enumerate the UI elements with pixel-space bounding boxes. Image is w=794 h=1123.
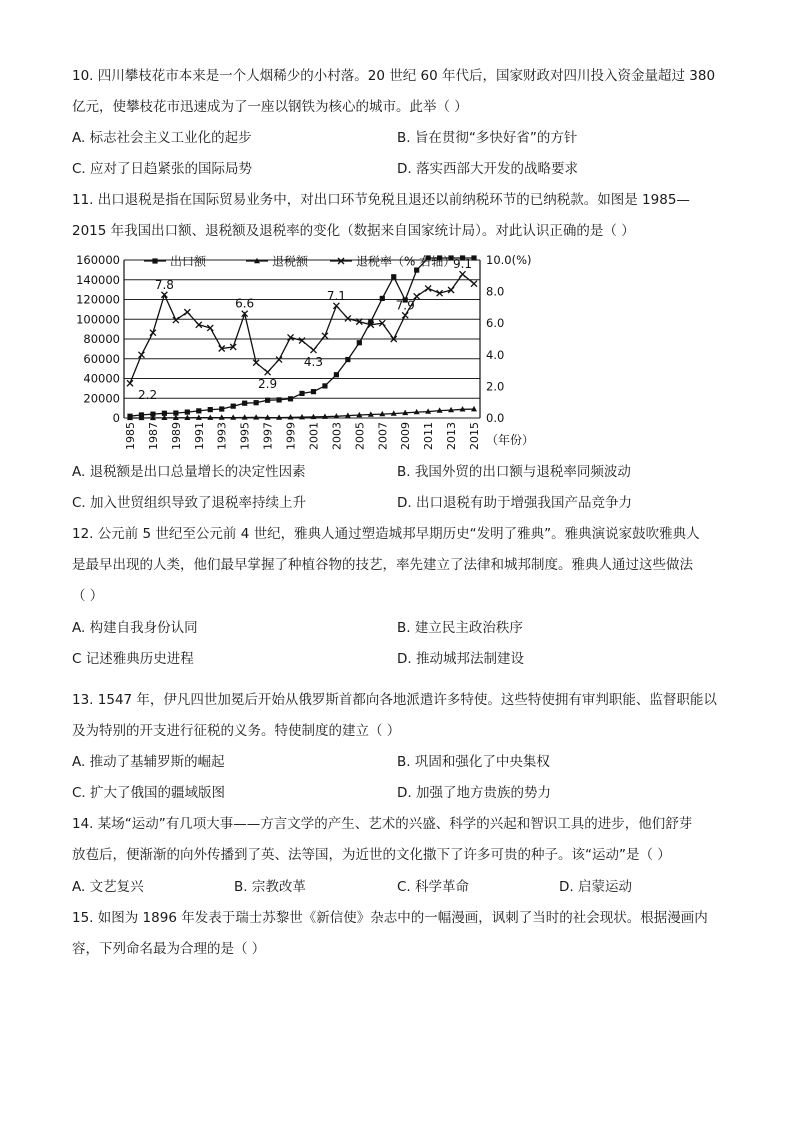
legend-label: 退税额 [272,254,309,269]
rate-point [184,309,190,315]
y-left-tick-label: 160000 [76,253,120,267]
rate-point [425,285,431,291]
q14-option-c: C. 科学革命 [397,879,470,895]
x-tick-label: 2009 [399,422,413,450]
x-tick-label: 2015 [468,422,481,450]
rate-data-label: 2.9 [258,377,278,392]
legend-label: 退税率（% 右轴） [356,254,456,269]
rate-point [322,333,328,339]
x-tick-label: 1995 [238,422,252,450]
rate-point [460,271,466,277]
q12-stem-line2: 是最早出现的人类，他们最早掌握了种植谷物的技艺，率先建立了法律和城邦制度。雅典人通过这些做法 [72,557,693,573]
q11-stem-line1: 11. 出口退税是指在国际贸易业务中，对出口环节免税且退还以前纳税环节的已纳税款。如图是 1985— [72,192,690,208]
y-right-tick-label: 4.0 [486,347,505,362]
q11-option-a: A. 退税额是出口总量增长的决定性因素 [72,464,306,480]
export-point [288,396,293,401]
x-tick-label: 1999 [284,422,298,450]
y-left-tick-label: 60000 [83,351,120,366]
q11-option-c: C. 加入世贸组织导致了退税率持续上升 [72,495,307,511]
x-axis-label: （年份） [486,433,535,447]
rate-data-label: 7.9 [395,298,415,313]
q12-option-b: B. 建立民主政治秩序 [397,620,523,636]
rate-point [333,303,339,309]
rate-data-label: 6.6 [235,296,255,311]
x-tick-label: 1991 [192,422,206,450]
x-tick-label: 2011 [422,422,436,450]
x-tick-label: 1987 [146,422,160,450]
export-point [276,397,281,402]
rate-data-label: 7.1 [326,288,346,303]
export-point [265,398,270,403]
export-point [471,255,476,260]
y-left-tick-label: 80000 [83,332,120,346]
x-tick-label: 2007 [376,422,390,450]
q14-option-b: B. 宗教改革 [234,879,306,895]
export-point [196,408,201,413]
export-point [334,372,339,377]
rate-point [310,347,316,353]
q12-option-d: D. 推动城邦法制建设 [397,651,524,667]
rate-data-label: 4.3 [303,355,324,370]
rate-point [276,357,282,363]
q10-option-d: D. 落实西部大开发的战略要求 [397,161,578,177]
x-tick-label: 2005 [353,422,367,450]
q14-stem-line2: 放苞后，便渐渐的向外传播到了英、法等国，为近世的文化撒下了许多可贵的种子。该“运动”是（ ） [72,847,671,863]
export-point [242,401,247,406]
x-tick-label: 1985 [124,422,137,450]
y-left-tick-label: 100000 [76,312,120,327]
export-point [311,389,316,394]
export-point [219,406,224,411]
y-right-tick-label: 10.0(%) [486,253,532,267]
legend-label: 出口额 [170,254,207,269]
series-line-2 [130,274,474,383]
rate-data-label: 7.8 [154,277,174,292]
q10-stem-line2: 亿元，使攀枝花市迅速成为了一座以钢铁为核心的城市。此举（ ） [72,99,468,115]
rate-point [127,380,133,386]
export-point [299,391,304,396]
rate-data-label: 2.2 [138,388,158,403]
q10-option-c: C. 应对了日趋紧张的国际局势 [72,161,253,177]
q10-option-a: A. 标志社会主义工业化的起步 [72,130,252,146]
export-point [345,357,350,362]
x-tick-label: 2003 [330,422,344,450]
q15-stem-line1: 15. 如图为 1896 年发表于瑞士苏黎世《新信使》杂志中的一幅漫画，讽刺了当时的社会现状。根据漫画内 [72,910,708,926]
q13-option-b: B. 巩固和强化了中央集权 [397,754,550,770]
q13-option-c: C. 扩大了俄国的疆域版图 [72,785,226,801]
export-point [254,400,259,405]
y-left-tick-label: 0 [112,411,120,425]
y-left-tick-label: 20000 [83,391,120,406]
y-right-tick-label: 8.0 [486,284,505,299]
export-point [208,407,213,412]
rate-point [173,317,179,323]
rate-point [138,352,144,358]
q13-stem-line1: 13. 1547 年，伊凡四世加冕后开始从俄罗斯首都向各地派遣许多特使。这些特使拥有审判职能、监督职能以 [72,692,717,708]
q11-option-d: D. 出口退税有助于增强我国产品竞争力 [397,495,632,511]
y-right-tick-label: 2.0 [486,379,505,394]
y-left-tick-label: 120000 [76,292,120,307]
q11-stem-line2: 2015 年我国出口额、退税额及退税率的变化（数据来自国家统计局）。对此认识正确的是（ ） [72,223,635,239]
x-tick-label: 2001 [307,422,321,450]
x-tick-label: 1989 [169,422,183,450]
y-left-tick-label: 140000 [76,272,120,287]
q15-stem-line2: 容，下列命名最为合理的是（ ） [72,941,266,957]
y-right-tick-label: 0.0 [486,411,505,425]
rate-point [265,369,271,375]
y-left-tick-label: 40000 [83,371,120,386]
q13-stem-line2: 及为特别的开支进行征税的义务。特使制度的建立（ ） [72,723,401,739]
q10-option-b: B. 旨在贯彻“多快好省”的方针 [397,130,578,146]
q13-option-d: D. 加强了地方贵族的势力 [397,785,551,801]
q10-stem-line1: 10. 四川攀枝花市本来是一个人烟稀少的小村落。20 世纪 60 年代后，国家财政对四川投入资金量超过 380 [72,68,716,84]
q12-option-a: A. 构建自我身份认同 [72,620,198,636]
q12-option-c: C 记述雅典历史进程 [72,651,194,667]
x-tick-label: 1993 [215,422,229,450]
rate-point [402,312,408,318]
x-tick-label: 2013 [445,422,459,450]
y-right-tick-label: 6.0 [486,316,505,331]
q12-stem-line3: （ ） [72,588,104,604]
legend-square-marker [152,258,157,263]
export-point [357,340,362,345]
export-point [391,274,396,279]
export-point [185,409,190,414]
export-point [380,296,385,301]
q14-option-a: A. 文艺复兴 [72,879,144,895]
rate-data-label: 9.1 [452,257,473,272]
q14-option-d: D. 启蒙运动 [559,879,632,895]
export-tax-rebate-chart [76,250,546,455]
q14-stem-line1: 14. 某场“运动”有几项大事——方言文学的产生、艺术的兴盛、科学的兴起和智识工具的进步，他们舒芽 [72,816,693,832]
q12-stem-line1: 12. 公元前 5 世纪至公元前 4 世纪，雅典人通过塑造城邦早期历史“发明了雅典”。雅典演说家鼓吹雅典人 [72,526,700,542]
q11-option-b: B. 我国外贸的出口额与退税率同频波动 [397,464,631,480]
export-point [322,383,327,388]
export-point [231,404,236,409]
rate-point [471,281,477,287]
q13-option-a: A. 推动了基辅罗斯的崛起 [72,754,225,770]
x-tick-label: 1997 [261,422,275,450]
